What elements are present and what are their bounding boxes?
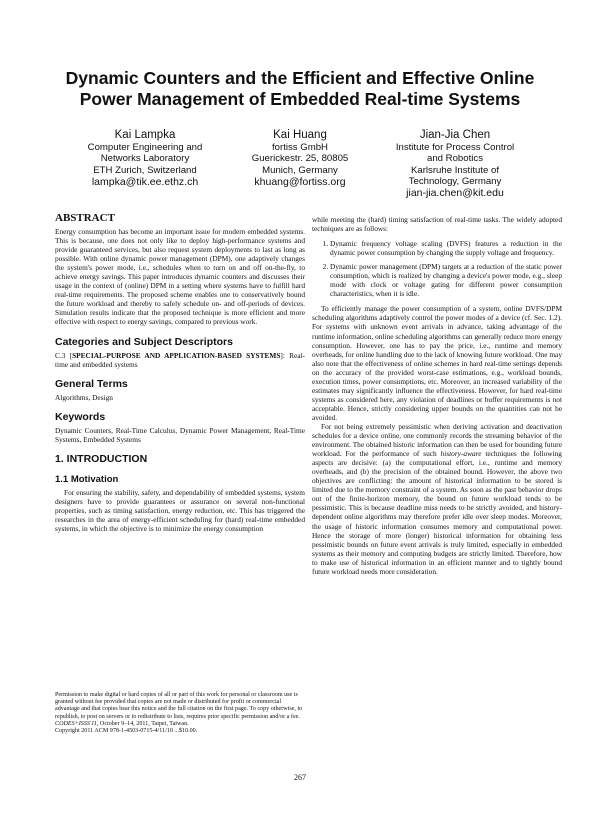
author-affiliation: Networks Laboratory xyxy=(100,153,190,165)
general-terms-text: Algorithms, Design xyxy=(55,392,113,402)
author-affiliation: Computer Engineering and xyxy=(87,142,203,153)
author-email[interactable]: jian-jia.chen@kit.edu xyxy=(406,187,504,200)
left-column xyxy=(55,212,305,533)
conference-line xyxy=(55,721,305,728)
categories-bold: SPECIAL-PURPOSE AND APPLICATION-BASED SYSTEMS xyxy=(72,350,281,360)
author-affiliation: ETH Zurich, Switzerland xyxy=(93,164,197,176)
keywords-text: Dynamic Counters, Real-Time Calculus, Dynamic Power Management, Real-Time Systems, Embedded Systems xyxy=(55,425,305,444)
categories-heading: Categories and Subject Descriptors xyxy=(55,335,233,348)
intro-paragraph-1: For ensuring the stability, safety, and dependability of embedded systems, system designers have to provide guarantees or assurance on several non-functional properties, such as timing satisfaction, energy reduction, etc. This has triggered the researches in the area of energy-efficient scheduling for (hard) real-time embedded systems, in which the objective is to minimize the energy consumption xyxy=(55,487,305,533)
categories-rest: ]: Real-time and embedded systems xyxy=(55,350,305,369)
author-2 xyxy=(225,128,375,199)
introduction-heading: 1. INTRODUCTION xyxy=(55,452,148,465)
conference-details: October 9–14, 2011, Taipei, Taiwan. xyxy=(98,720,189,727)
paper-title xyxy=(40,68,560,110)
copyright-line: Copyright 2011 ACM 978-1-4503-0715-4/11/10 ...$10.00. xyxy=(55,728,198,735)
title-line-2: Power Management of Embedded Real-time Systems xyxy=(79,89,521,109)
author-affiliation: Institute for Process Control xyxy=(395,142,515,153)
right-paragraph-1: To efficiently manage the power consumption of a system, online DVFS/DPM scheduling algorithms adaptively control the power modes of a device (cf. Sec. 1.2). For systems with unknown event arrivals in advance, taking advantage of the runtime information, online scheduling algorithms can generally reduce more energy consumption. However, one has to pay the price, i.e., runtime and memory overheads, for online handling due to the lack of knowing future workload. One may also note that the effectiveness of online schemes in hard real-time settings depends on the accuracy of the provided worst-case estimations, e.g., workload bounds, execution times, power consumptions, etc. Moreover, an increased variability of the estimates may significantly influence the effectiveness. However, for hard real-time systems as considered here, any violation of deadlines or buffer requirements is not acceptable. Hence, strictly considering upper bounds on the quantities can not be avoided. xyxy=(312,304,562,422)
categories-code: C.3 [ xyxy=(55,350,73,360)
right-paragraph-0: while meeting the (hard) timing satisfaction of real-time tasks. The widely adopted techniques are as follows: xyxy=(312,215,562,234)
author-name: Kai Lampka xyxy=(114,129,176,141)
title-line-1: Dynamic Counters and the Efficient and Effective Online xyxy=(65,68,535,88)
list-item: 1. Dynamic frequency voltage scaling (DVFS) features a reduction in the dynamic power consumption by changing the supply voltage and frequency. xyxy=(330,239,562,257)
conference-name: CODES+ISSS'11, xyxy=(55,720,99,727)
author-affiliation: Munich, Germany xyxy=(262,164,338,176)
categories-text xyxy=(55,351,305,369)
author-1 xyxy=(70,128,220,199)
abstract-heading: ABSTRACT xyxy=(55,212,115,224)
author-block xyxy=(70,128,530,199)
page-number: 267 xyxy=(294,773,306,782)
permission-notice xyxy=(55,692,305,735)
author-affiliation: Guerickestr. 25, 80805 xyxy=(251,153,349,165)
motivation-heading: 1.1 Motivation xyxy=(55,473,119,485)
general-terms-heading: General Terms xyxy=(55,377,128,390)
right-column xyxy=(312,215,562,576)
author-name: Kai Huang xyxy=(273,129,327,141)
permission-text: Permission to make digital or hard copies of all or part of this work for personal or classroom use is granted without fee provided that copies are not made or distributed for profit or commercial advantage and that copies bear this notice and the full citation on the first page. To copy otherwise, to republish, to post on servers or to redistribute to lists, requires prior specific permission and/or a fee. xyxy=(55,692,303,720)
paragraph-part: For not being extremely pessimistic when deriving activation and deactivation schedules for a device online, one commonly records the streaming behavior of the environment. The obtained historic information can then be used for bounding future workload. For the performance of such xyxy=(312,421,562,459)
author-3 xyxy=(380,128,530,199)
technique-list xyxy=(312,239,562,298)
author-email[interactable]: khuang@fortiss.org xyxy=(254,175,346,188)
author-email[interactable]: lampka@tik.ee.ethz.ch xyxy=(91,175,199,188)
list-item: 2. Dynamic power management (DPM) targets at a reduction of the static power consumption, which is realized by changing a device's power mode, e.g., sleep mode with clock or voltage gating for different power consumption characteristics, when it is idle. xyxy=(330,262,562,298)
author-affiliation: Karlsruhe Institute of xyxy=(411,164,499,176)
author-name: Jian-Jia Chen xyxy=(419,129,491,141)
author-affiliation: Technology, Germany xyxy=(408,175,502,187)
paragraph-italic: history-aware xyxy=(440,449,482,459)
author-affiliation: and Robotics xyxy=(427,153,483,165)
right-paragraph-2 xyxy=(312,422,562,576)
author-affiliation: fortiss GmbH xyxy=(272,142,328,153)
abstract-text: Energy consumption has become an important issue for modern embedded systems. This is because, one does not only like to deploy high-performance systems and provide guaranteed services, but also request system deployments to last as long as possible. With online dynamic power management (DPM), one adaptively changes the system's power mode, i.e., schedules when to turn on and off on-the-fly, to achieve energy savings. This paper introduces dynamic counters and discusses their usage in the context of (online) DPM in a setting where systems have to fulfill hard real-time requirements. The proposed scheme enables one to conservatively bound the future workload and thereby to safely schedule on- and off-periods of devices. Simulation results indicate that the proposed technique is more efficient and more effective with respect to energy savings, compared to previous work. xyxy=(55,227,305,327)
paragraph-part: techniques the following aspects are decisive: (a) the computational effort, i.e., runtime and memory overheads, and (b) the precision of the obtained bound. However, the above two objectives are conflicting: the amount of historical information to be stored is limited due to the memory constraint of a system. As soon as the past behavior drops out of the finite-horizon memory, the bound on future workload tends to be pessimistic. This is because deadline miss needs to be strictly avoided, and history-dependent online algorithms may therefore prefer idle over sleep modes. Moreover, the usage of historic information consumes memory and computational power. Hence the storage of more (longer) historical information for obtaining less pessimistic bounds on future event arrivals is truly limited, especially in embedded systems as their memory and computing budgets are strictly limited. Therefore, how to make use of historical information in an efficient manner and to tightly bound future workload needs more consideration. xyxy=(312,449,562,576)
keywords-heading: Keywords xyxy=(55,410,106,423)
